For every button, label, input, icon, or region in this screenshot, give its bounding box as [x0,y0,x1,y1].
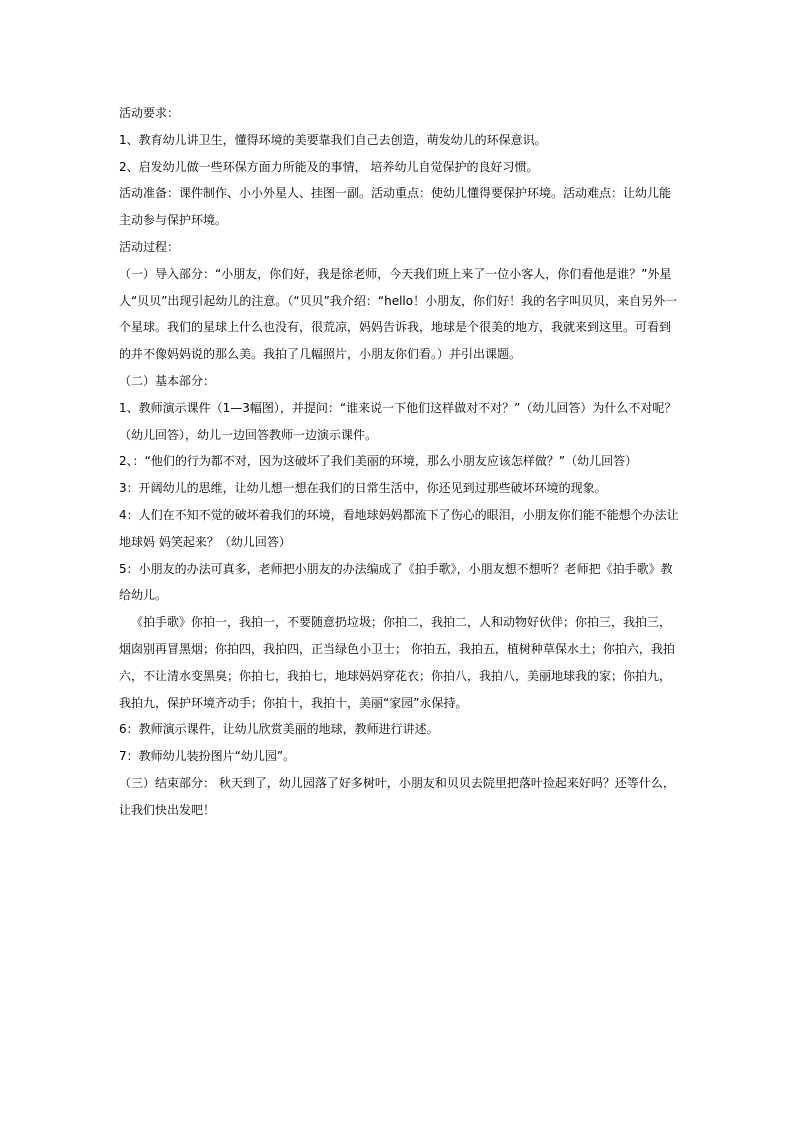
heading-activity-process: 活动过程： [119,239,180,254]
basic-step-2: 2、：“他们的行为都不对，因为这破坏了我们美丽的环境，那么小朋友应该怎样做？”（幼儿回答） [119,454,638,469]
requirement-item-2: 2、启发幼儿做一些环保方面力所能及的事情， 培养幼儿自觉保护的良好习惯。 [119,159,539,174]
basic-step-1: 1、教师演示课件（1—3幅图），并提问：“谁来说一下他们这样做对不对？”（幼儿回答）为什么不对呢？（幼儿回答），幼儿一边回答教师一边演示课件。 [119,400,677,442]
intro-section: （一）导入部分：“小朋友，你们好，我是徐老师，今天我们班上来了一位小客人，你们看他是谁？”外星人“贝贝”出现引起幼儿的注意。（“贝贝”我介绍：“hello！小朋友，你们好！我的名字叫贝贝，来自另外一个星球。我们的星球上什么也没有，很荒凉，妈妈告诉我，地球是个很美的地方，我就来到这里。可看到的并不像妈妈说的那么美。我拍了几幅照片，小朋友你们看。）并引出课题。 [119,266,678,362]
requirement-item-1: 1、教育幼儿讲卫生，懂得环境的美要靠我们自己去创造，萌发幼儿的环保意识。 [119,132,547,147]
clapping-song-lyrics: 《拍手歌》你拍一，我拍一，不要随意扔垃圾；你拍二，我拍二，人和动物好伙伴；你拍三，我拍三，烟囱别再冒黑烟；你拍四，我拍四，正当绿色小卫士； 你拍五，我拍五，植树种草保水土；你拍六，我拍六，不让清水变黑臭；你拍七，我拍七，地球妈妈穿花衣；你拍八，我拍八，美丽地球我的家；你拍九，我拍九，保护环境齐动手；你拍十，我拍十，美丽“家园”永保持。 [119,615,675,710]
document-body [119,100,679,824]
basic-step-5: 5：小朋友的办法可真多，老师把小朋友的办法编成了《拍手歌》，小朋友想不想听？老师把《拍手歌》教给幼儿。 [119,561,673,603]
activity-preparation: 活动准备：课件制作、小小外星人、挂图一副。活动重点：使幼儿懂得要保护环境。活动难点：让幼儿能主动参与保护环境。 [119,186,672,228]
basic-step-6: 6：教师演示课件，让幼儿欣赏美丽的地球，教师进行讲述。 [119,722,439,737]
heading-basic-section: （二）基本部分： [119,373,216,388]
heading-activity-requirements: 活动要求： [119,106,180,120]
closing-section: （三）结束部分： 秋天到了，幼儿园落了好多树叶，小朋友和贝贝去院里把落叶捡起来好吗？还等什么，让我们快出发吧！ [119,775,675,817]
basic-step-7: 7：教师幼儿装扮图片“幼儿园”。 [119,749,296,764]
basic-step-3: 3：开阔幼儿的思维，让幼儿想一想在我们的日常生活中，你还见到过那些破坏环境的现象。 [119,481,607,496]
basic-step-4: 4：人们在不知不觉的破坏着我们的环境，看地球妈妈都流下了伤心的眼泪，小朋友你们能不能想个办法让地球妈 妈笑起来？（幼儿回答） [119,507,679,549]
